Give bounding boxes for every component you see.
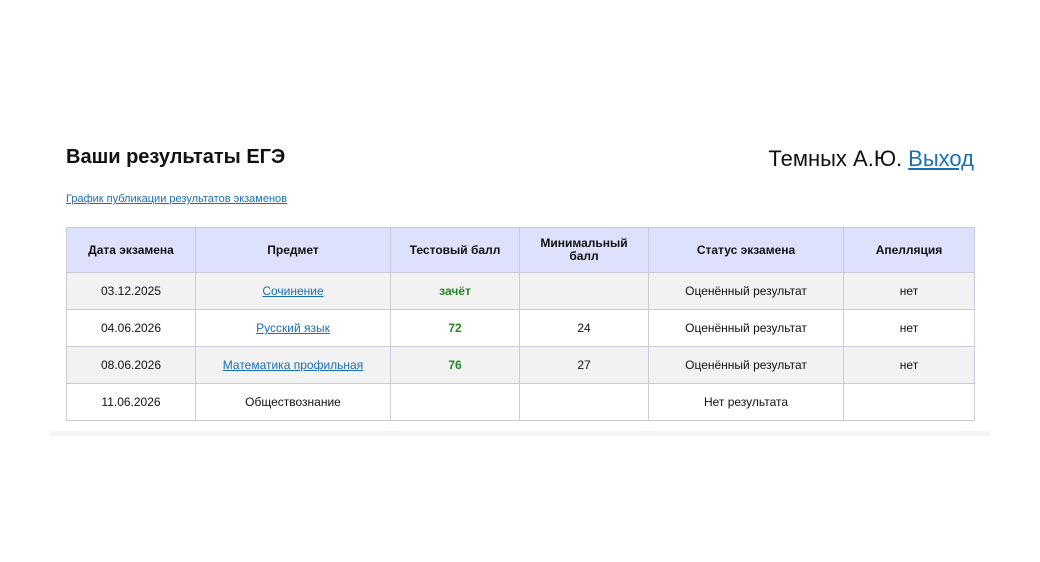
- subject-cell: Обществознание: [196, 384, 391, 421]
- exam-date: 04.06.2026: [67, 310, 196, 347]
- column-header-status: Статус экзамена: [649, 228, 844, 273]
- subject-link[interactable]: Сочинение: [262, 284, 324, 298]
- test-score: зачёт: [391, 273, 520, 310]
- page-title: Ваши результаты ЕГЭ: [66, 146, 286, 168]
- results-panel: [50, 128, 990, 436]
- exam-status: Оценённый результат: [649, 273, 844, 310]
- column-header-min-score: Минимальный балл: [520, 228, 649, 273]
- exam-status: Оценённый результат: [649, 310, 844, 347]
- table-header-row: [67, 228, 975, 273]
- exam-date: 08.06.2026: [67, 347, 196, 384]
- test-score: 76: [391, 347, 520, 384]
- subject-link[interactable]: Русский язык: [256, 321, 330, 335]
- column-header-appeal: Апелляция: [844, 228, 975, 273]
- table-row: [67, 347, 975, 384]
- logout-link[interactable]: Выход: [908, 146, 974, 171]
- min-score: 27: [520, 347, 649, 384]
- exam-status: Оценённый результат: [649, 347, 844, 384]
- table-row: [67, 384, 975, 421]
- appeal: [844, 384, 975, 421]
- min-score: [520, 384, 649, 421]
- subject-cell: [196, 347, 391, 384]
- exam-date: 11.06.2026: [67, 384, 196, 421]
- subject-link[interactable]: Математика профильная: [222, 358, 364, 372]
- subject-cell: [196, 273, 391, 310]
- appeal: нет: [844, 310, 975, 347]
- subject-cell: [196, 310, 391, 347]
- column-header-date: Дата экзамена: [67, 228, 196, 273]
- exam-status: Нет результата: [649, 384, 844, 421]
- min-score: [520, 273, 649, 310]
- column-header-subject: Предмет: [196, 228, 391, 273]
- table-row: [67, 310, 975, 347]
- min-score: 24: [520, 310, 649, 347]
- table-row: [67, 273, 975, 310]
- results-table: [66, 227, 975, 421]
- exam-date: 03.12.2025: [67, 273, 196, 310]
- column-header-test-score: Тестовый балл: [391, 228, 520, 273]
- appeal: нет: [844, 347, 975, 384]
- header: [66, 146, 974, 180]
- test-score: 72: [391, 310, 520, 347]
- user-block: [768, 146, 974, 172]
- results-schedule-link[interactable]: График публикации результатов экзаменов: [66, 193, 288, 205]
- test-score: [391, 384, 520, 421]
- appeal: нет: [844, 273, 975, 310]
- user-name: Темных А.Ю.: [768, 146, 903, 171]
